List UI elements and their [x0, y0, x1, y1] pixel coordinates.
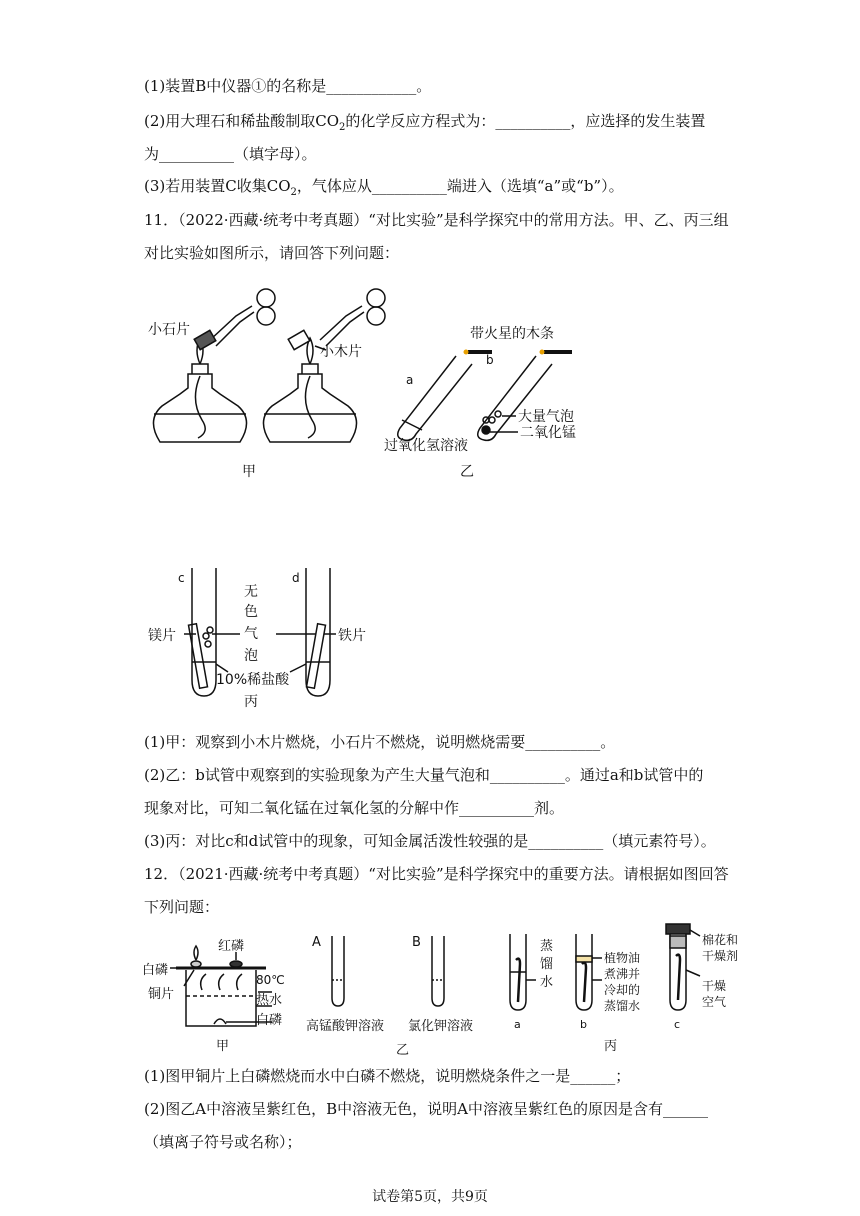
label-dilute-hcl: 10%稀盐酸: [216, 672, 290, 688]
label-red-phosphorus: 红磷: [218, 939, 245, 954]
label-colorless-3: 气: [244, 626, 258, 642]
label-tube-c: c: [178, 571, 185, 585]
question-11-stem-cont: 对比实验如图所示，请回答下列问题：: [144, 244, 400, 262]
label-80c: 80℃: [256, 973, 285, 987]
label-oil-3: 冷却的: [604, 983, 641, 997]
caption-yi: 乙: [460, 464, 474, 480]
label-hot-water: 热水: [256, 993, 283, 1008]
question-11-part-3: (3)丙：对比c和d试管中的现象，可知金属活泼性较强的是__________（填元素符号）。: [144, 832, 716, 850]
label-tube-b: b: [580, 1018, 587, 1031]
label-cotton-1: 棉花和: [702, 933, 739, 947]
caption-jia: 甲: [216, 1039, 230, 1054]
caption-bing: 丙: [604, 1039, 618, 1054]
question-11-part-2-cont: 现象对比，可知二氧化锰在过氧化氢的分解中作__________剂。: [144, 799, 565, 817]
label-stone-chip: 小石片: [148, 322, 190, 338]
label-tube-c: c: [674, 1018, 681, 1031]
caption-yi: 乙: [396, 1043, 410, 1058]
question-12-part-2: (2)图乙A中溶液呈紫红色，B中溶液无色，说明A中溶液呈紫红色的原因是含有______: [144, 1100, 708, 1118]
label-oil-1: 植物油: [604, 951, 641, 965]
question-10-part-2-cont: 为__________（填字母）。: [144, 145, 317, 163]
caption-jia: 甲: [242, 464, 256, 480]
label-copper-sheet: 铜片: [148, 987, 175, 1002]
caption-bing: 丙: [244, 694, 258, 710]
figure-bing: [140, 560, 400, 720]
question-11-stem: 11．（2022·西藏·统考中考真题）“对比实验”是科学探究中的常用方法。甲、乙、丙三组: [144, 211, 729, 229]
label-tube-A: A: [312, 935, 321, 950]
label-iron: 铁片: [338, 628, 366, 644]
question-12-stem-cont: 下列问题：: [144, 898, 220, 916]
label-tube-a: a: [514, 1018, 521, 1031]
question-11-part-2: (2)乙：b试管中观察到的实验现象为产生大量气泡和__________。通过a和b试管中的: [144, 766, 704, 784]
label-magnesium: 镁片: [148, 628, 176, 644]
figure-jia-yi: [140, 280, 590, 490]
label-cotton-2: 干燥剂: [702, 949, 739, 963]
label-h2o2: 过氧化氢溶液: [384, 438, 468, 454]
label-white-phosphorus-top: 白磷: [142, 963, 169, 978]
label-oil-2: 煮沸并: [604, 967, 641, 981]
label-kcl: 氯化钾溶液: [408, 1019, 474, 1034]
label-dry-air-2: 空气: [702, 995, 727, 1009]
question-12-stem: 12．（2021·西藏·统考中考真题）“对比实验”是科学探究中的重要方法。请根据如图回答: [144, 865, 729, 883]
label-glowing-splint: 带火星的木条: [470, 326, 554, 342]
label-mno2: 二氧化锰: [520, 425, 576, 441]
label-dry-air-1: 干燥: [702, 979, 727, 993]
figure-question-12: [140, 920, 760, 1060]
label-distilled-3: 水: [540, 975, 554, 990]
label-colorless-2: 色: [244, 604, 258, 620]
question-11-part-1: (1)甲：观察到小木片燃烧，小石片不燃烧，说明燃烧需要__________。: [144, 733, 616, 751]
label-white-phosphorus-bottom: 白磷: [256, 1013, 283, 1028]
label-oil-4: 蒸馏水: [604, 999, 641, 1013]
label-colorless-4: 泡: [244, 648, 258, 664]
question-10-part-3: (3)若用装置C收集$CO_2$，气体应从__________端进入（选填“a”或“b”）。: [144, 177, 624, 198]
label-tube-d: d: [292, 571, 300, 585]
label-kmno4: 高锰酸钾溶液: [306, 1019, 385, 1034]
page-footer: 试卷第5页，共9页: [372, 1189, 488, 1205]
label-distilled-2: 馏: [540, 957, 554, 972]
label-tube-a: a: [406, 373, 414, 387]
label-wood-chip: 小木片: [320, 344, 362, 360]
label-distilled-1: 蒸: [540, 939, 554, 954]
question-10-part-1: (1)装置B中仪器①的名称是____________。: [144, 77, 432, 95]
question-10-part-2: (2)用大理石和稀盐酸制取$CO_2$的化学反应方程式为：__________，应选择的发生装置: [144, 112, 706, 133]
label-tube-B: B: [412, 935, 421, 950]
label-colorless-1: 无: [244, 584, 258, 600]
label-tube-b: b: [486, 353, 494, 367]
label-bubbles: 大量气泡: [518, 409, 574, 425]
question-12-part-1: (1)图甲铜片上白磷燃烧而水中白磷不燃烧，说明燃烧条件之一是______；: [144, 1067, 631, 1085]
question-12-part-2-cont: （填离子符号或名称）；: [144, 1133, 302, 1151]
